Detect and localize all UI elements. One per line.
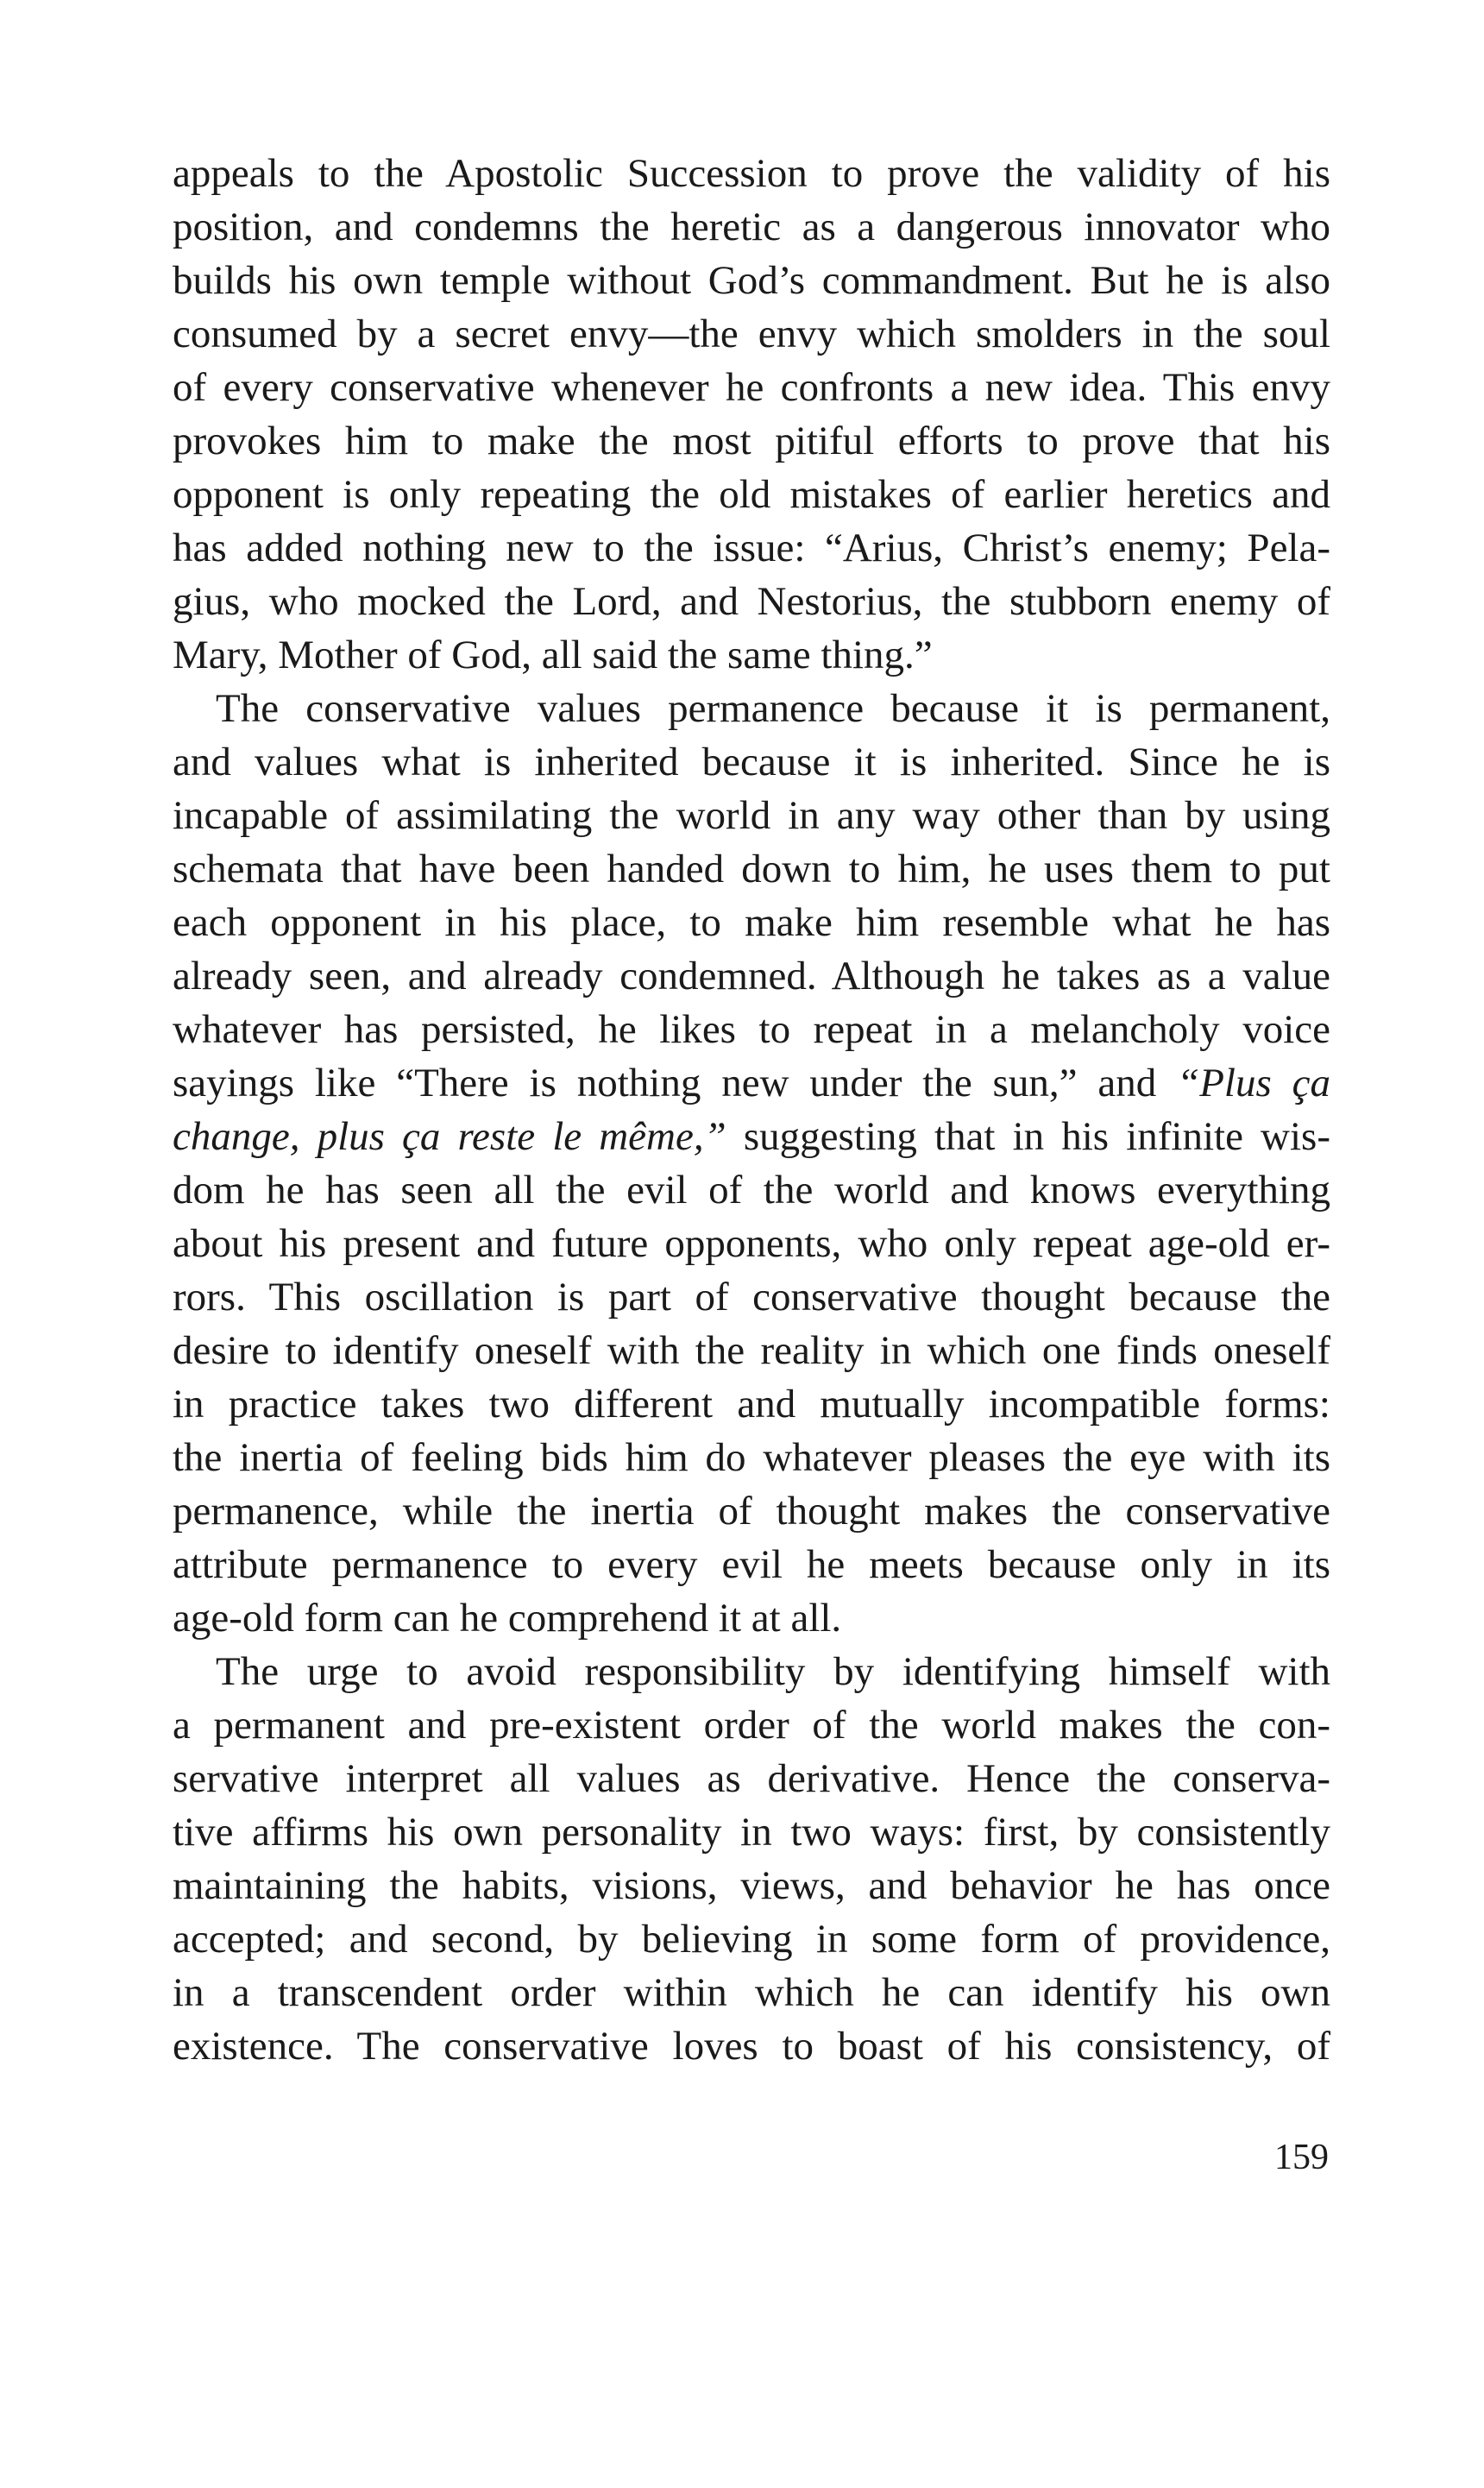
text-line [173,1270,1330,1324]
text-line [173,682,1330,735]
text-line [173,1912,1330,1966]
text-segment: attribute permanence to every evil he meets because only in its [173,1542,1330,1587]
text-segment: has added nothing new to the issue: “Arius, Christ’s enemy; Pela- [173,526,1330,570]
text-segment: desire to identify oneself with the reality in which one finds oneself [173,1328,1330,1373]
body-text [173,147,1330,2073]
text-line [173,842,1330,896]
text-line [173,1591,1330,1645]
text-line [173,414,1330,468]
text-line [173,1056,1330,1110]
text-segment: and values what is inherited because it is inherited. Since he is [173,740,1330,784]
text-segment: already seen, and already condemned. Although he takes as a value [173,954,1330,998]
text-segment: servative interpret all values as derivative. Hence the conserva- [173,1756,1330,1801]
text-segment: the inertia of feeling bids him do whatever pleases the eye with its [173,1435,1330,1480]
text-line [173,1645,1330,1698]
text-segment: whatever has persisted, he likes to repeat in a melancholy voice [173,1007,1330,1052]
text-line [173,468,1330,521]
text-line [173,147,1330,200]
text-line [173,628,1330,682]
text-line [173,200,1330,254]
text-line [173,1538,1330,1591]
text-segment: Mary, Mother of God, all said the same thing.” [173,633,933,677]
text-line [173,1324,1330,1377]
text-line [173,1484,1330,1538]
text-segment: in practice takes two different and mutually incompatible forms: [173,1382,1330,1427]
text-segment: maintaining the habits, visions, views, and behavior he has once [173,1863,1330,1908]
text-segment: rors. This oscillation is part of conservative thought because the [173,1275,1330,1320]
text-segment: position, and condemns the heretic as a dangerous innovator who [173,205,1330,249]
text-segment: in a transcendent order within which he can identify his own [173,1970,1330,2015]
text-line [173,1752,1330,1805]
text-line [173,1966,1330,2019]
text-line [173,1698,1330,1752]
text-segment: dom he has seen all the evil of the world and knows everything [173,1168,1330,1213]
text-line [173,1859,1330,1912]
text-segment: age-old form can he comprehend it at all. [173,1596,842,1641]
text-segment: accepted; and second, by believing in some form of providence, [173,1917,1330,1962]
italic-phrase: “Plus ça [1177,1061,1330,1105]
text-line [173,575,1330,628]
text-segment: consumed by a secret envy—the envy which smolders in the soul [173,312,1330,356]
text-line [173,1110,1330,1163]
text-line [173,896,1330,949]
text-line [173,1431,1330,1484]
text-segment: of every conservative whenever he confronts a new idea. This envy [173,365,1330,410]
text-line [173,361,1330,414]
text-line [173,1805,1330,1859]
text-segment: permanence, while the inertia of thought makes the conservative [173,1489,1330,1534]
page-number: 159 [1274,2138,1329,2177]
text-line [173,307,1330,361]
text-line [173,521,1330,575]
text-line [173,1003,1330,1056]
text-segment: suggesting that in his infinite wis- [726,1114,1330,1159]
text-segment: The urge to avoid responsibility by identifying himself with [216,1649,1330,1694]
text-line [173,2019,1330,2073]
text-segment: each opponent in his place, to make him resemble what he has [173,900,1330,945]
text-line [173,1163,1330,1217]
text-segment: tive affirms his own personality in two ways: first, by consistently [173,1810,1330,1855]
text-segment: a permanent and pre-existent order of the world makes the con- [173,1703,1330,1748]
text-segment: opponent is only repeating the old mistakes of earlier heretics and [173,472,1330,517]
text-segment: sayings like “There is nothing new under the sun,” and [173,1061,1178,1105]
text-segment: incapable of assimilating the world in any way other than by using [173,793,1330,838]
italic-phrase: change, plus ça reste le même,” [173,1114,726,1159]
text-segment: builds his own temple without God’s commandment. But he is also [173,258,1330,303]
text-line [173,949,1330,1003]
text-segment: provokes him to make the most pitiful efforts to prove that his [173,419,1330,463]
text-line [173,1377,1330,1431]
text-segment: The conservative values permanence because it is permanent, [216,686,1330,731]
text-segment: schemata that have been handed down to him, he uses them to put [173,847,1330,891]
text-line [173,735,1330,789]
text-segment: appeals to the Apostolic Succession to prove the validity of his [173,151,1330,196]
text-segment: about his present and future opponents, who only repeat age-old er- [173,1221,1330,1266]
text-segment: existence. The conservative loves to boast of his consistency, of [173,2024,1330,2069]
text-line [173,789,1330,842]
text-line [173,254,1330,307]
text-segment: gius, who mocked the Lord, and Nestorius, the stubborn enemy of [173,579,1330,624]
text-line [173,1217,1330,1270]
